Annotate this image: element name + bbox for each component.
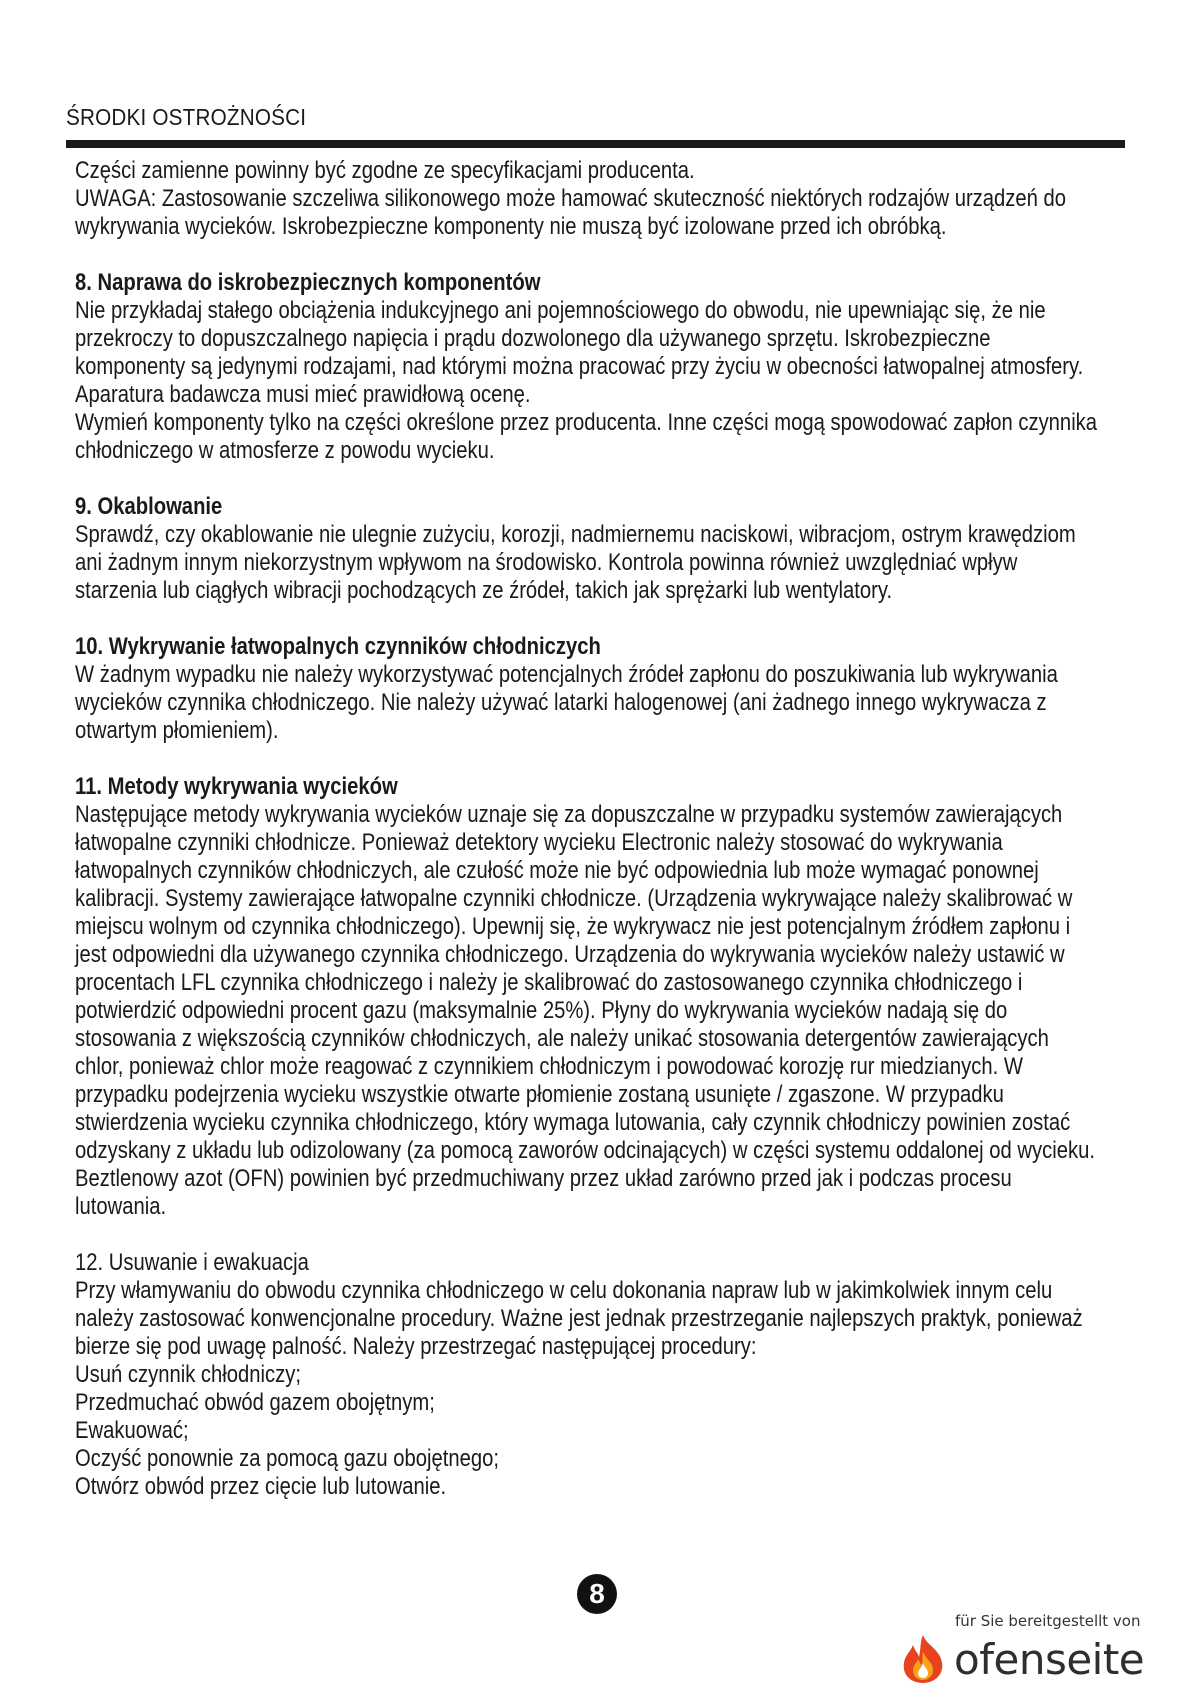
section-8 [75, 269, 1120, 465]
section-line: jest odpowiedni dla używanego czynnika chłodniczego. Urządzenia do wykrywania wycieków należy ustawić w [75, 941, 1065, 968]
document-body [75, 157, 1120, 1501]
section-line: Przedmuchać obwód gazem obojętnym; [75, 1389, 435, 1416]
section-line: kalibracji. Systemy zawierające łatwopalne czynniki chłodnicze. (Urządzenia wykrywające należy skalibrować w [75, 885, 1073, 912]
section-heading: 10. Wykrywanie łatwopalnych czynników chłodniczych [75, 633, 601, 660]
section-line: przypadku podejrzenia wycieku wszystkie otwarte płomienie zostaną usunięte / zgaszone. W przypadku [75, 1081, 1004, 1108]
section-line: Usuń czynnik chłodniczy; [75, 1361, 302, 1388]
section-heading: 11. Metody wykrywania wycieków [75, 773, 398, 800]
section-line: stwierdzenia wycieku czynnika chłodniczego, który wymaga lutowania, cały czynnik chłodniczy powinien zostać [75, 1109, 1071, 1136]
section-line: starzenia lub ciągłych wibracji pochodzących ze źródeł, takich jak sprężarki lub wentylatory. [75, 577, 893, 604]
section-heading: 8. Naprawa do iskrobezpiecznych komponentów [75, 269, 541, 296]
section-line: Aparatura badawcza musi mieć prawidłową ocenę. [75, 381, 531, 408]
paragraph-gap [75, 605, 1120, 633]
footer-caption: für Sie bereitgestellt von [955, 1612, 1141, 1630]
intro-line: Części zamienne powinny być zgodne ze specyfikacjami producenta. [75, 157, 695, 184]
section-line: komponenty są jedynymi rodzajami, nad którymi można pracować przy życiu w obecności łatwopalnej atmosfery. [75, 353, 1084, 380]
section-line: łatwopalne czynniki chłodnicze. Ponieważ detektory wycieku Electronic należy stosować do wykrywania [75, 829, 1003, 856]
paragraph-gap [75, 745, 1120, 773]
flame-icon [896, 1633, 950, 1685]
intro-paragraph [75, 157, 1120, 241]
intro-line: wykrywania wycieków. Iskrobezpieczne komponenty nie muszą być izolowane przed ich obróbką. [75, 213, 947, 240]
section-line: procentach LFL czynnika chłodniczego i należy je skalibrować do zastosowanego czynnika chłodniczego i [75, 969, 1023, 996]
section-line: W żadnym wypadku nie należy wykorzystywać potencjalnych źródeł zapłonu do poszukiwania lub wykrywania [75, 661, 1058, 688]
section-line: odzyskany z układu lub odizolowany (za pomocą zaworów odcinających) w części systemu oddalonej od wycieku. [75, 1137, 1095, 1164]
section-line: ani żadnym innym niekorzystnym wpływom na środowisko. Kontrola powinna również uwzględniać wpływ [75, 549, 1018, 576]
section-line: Oczyść ponownie za pomocą gazu obojętnego; [75, 1445, 500, 1472]
section-line: Wymień komponenty tylko na części określone przez producenta. Inne części mogą spowodować zapłon czynnika [75, 409, 1098, 436]
brand-name: ofenseite [954, 1634, 1145, 1684]
section-line: lutowania. [75, 1193, 167, 1220]
section-line: Otwórz obwód przez cięcie lub lutowanie. [75, 1473, 447, 1500]
section-line: należy zastosować konwencjonalne procedury. Ważne jest jednak przestrzeganie najlepszych praktyk, ponieważ [75, 1305, 1083, 1332]
section-line: Beztlenowy azot (OFN) powinien być przedmuchiwany przez układ zarówno przed jak i podczas procesu [75, 1165, 1012, 1192]
page-number-badge: 8 [577, 1574, 617, 1614]
section-line: Sprawdź, czy okablowanie nie ulegnie zużyciu, korozji, nadmiernemu naciskowi, wibracjom, ostrym krawędziom [75, 521, 1076, 548]
section-heading: 9. Okablowanie [75, 493, 223, 520]
section-line: przekroczy to dopuszczalnego napięcia i prądu dozwolonego dla używanego sprzętu. Iskrobezpieczne [75, 325, 991, 352]
section-10 [75, 633, 1120, 745]
page-section-title: ŚRODKI OSTROŻNOŚCI [66, 104, 307, 130]
section-line: chłodniczego w atmosferze z powodu wycieku. [75, 437, 495, 464]
section-line: Przy włamywaniu do obwodu czynnika chłodniczego w celu dokonania napraw lub w jakimkolwiek innym celu [75, 1277, 1053, 1304]
section-line: stosowania z większością czynników chłodniczych, ale należy unikać stosowania detergentów zawierających [75, 1025, 1049, 1052]
section-line: bierze się pod uwagę palność. Należy przestrzegać następującej procedury: [75, 1333, 757, 1360]
section-line: potwierdzić odpowiedni procent gazu (maksymalnie 25%). Płyny do wykrywania wycieków nadają się do [75, 997, 1008, 1024]
section-heading: 12. Usuwanie i ewakuacja [75, 1249, 309, 1276]
ofenseite-logo [896, 1633, 1144, 1685]
section-line: wycieków czynnika chłodniczego. Nie należy używać latarki halogenowej (ani żadnego innego wykrywacza z [75, 689, 1047, 716]
section-12 [75, 1249, 1120, 1501]
section-line: otwartym płomieniem). [75, 717, 279, 744]
section-line: chlor, ponieważ chlor może reagować z czynnikiem chłodniczym i powodować korozję rur miedzianych. W [75, 1053, 1023, 1080]
header-divider [66, 140, 1125, 148]
section-line: Nie przykładaj stałego obciążenia indukcyjnego ani pojemnościowego do obwodu, nie upewniając się, że nie [75, 297, 1046, 324]
section-line: Następujące metody wykrywania wycieków uznaje się za dopuszczalne w przypadku systemów zawierających [75, 801, 1063, 828]
paragraph-gap [75, 1221, 1120, 1249]
section-line: miejscu wolnym od czynnika chłodniczego). Upewnij się, że wykrywacz nie jest potencjalnym źródłem zapłonu i [75, 913, 1071, 940]
intro-line: UWAGA: Zastosowanie szczeliwa silikonowego może hamować skuteczność niektórych rodzajów urządzeń do [75, 185, 1067, 212]
section-9 [75, 493, 1120, 605]
section-line: łatwopalnych czynników chłodniczych, ale czułość może nie być odpowiednia lub może wymagać ponownej [75, 857, 1039, 884]
section-line: Ewakuować; [75, 1417, 189, 1444]
paragraph-gap [75, 465, 1120, 493]
section-11 [75, 773, 1120, 1221]
paragraph-gap [75, 241, 1120, 269]
